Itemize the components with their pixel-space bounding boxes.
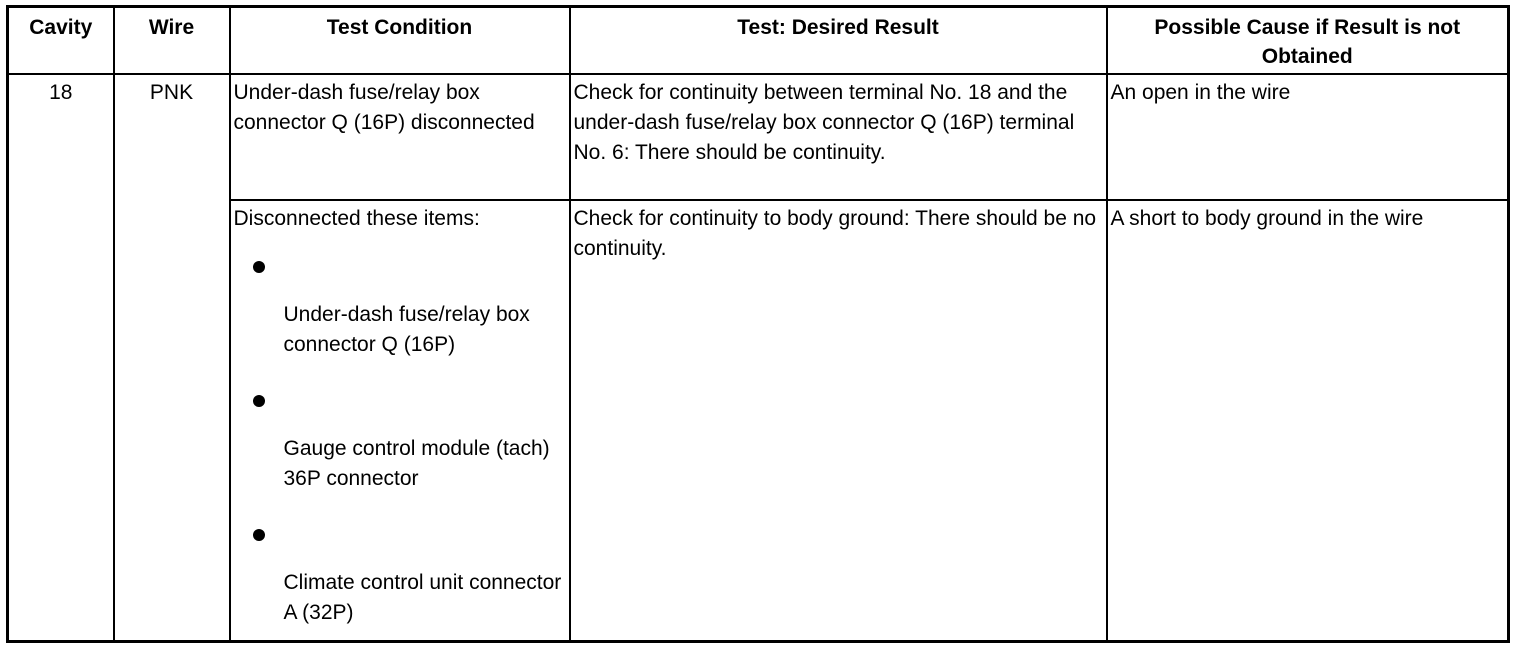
- bullet-icon: [253, 395, 265, 407]
- condition-cell: Under-dash fuse/relay box connector Q (16P) disconnected: [230, 74, 570, 200]
- header-desired-result: Test: Desired Result: [570, 7, 1107, 75]
- bullet-icon: [253, 261, 265, 273]
- header-test-condition: Test Condition: [230, 7, 570, 75]
- cause-cell: A short to body ground in the wire: [1107, 200, 1509, 641]
- result-cell: Check for continuity to body ground: There should be no continuity.: [570, 200, 1107, 641]
- cavity-cell: 18: [8, 74, 114, 641]
- bullet-icon: [253, 529, 265, 541]
- list-item-text: Gauge control module (tach) 36P connector: [283, 437, 550, 490]
- header-wire: Wire: [114, 7, 230, 75]
- cause-cell: An open in the wire: [1107, 74, 1509, 200]
- list-item: [234, 234, 566, 360]
- diagnostic-table: [6, 5, 1510, 643]
- condition-intro: Disconnected these items:: [233, 207, 480, 230]
- list-item-text: Under-dash fuse/relay box connector Q (16P): [283, 303, 530, 356]
- condition-cell: [230, 200, 570, 641]
- list-item-text: Climate control unit connector A (32P): [283, 571, 562, 624]
- list-item: [234, 502, 566, 628]
- result-cell: Check for continuity between terminal No. 18 and the under-dash fuse/relay box connector Q (16P) terminal No. 6: There should be continuity.: [570, 74, 1107, 200]
- table-row: [8, 74, 1509, 200]
- wire-cell: PNK: [114, 74, 230, 641]
- header-cavity: Cavity: [8, 7, 114, 75]
- list-item: [234, 368, 566, 494]
- diagnostic-table-container: [6, 5, 1510, 643]
- table-row: [8, 200, 1509, 641]
- header-possible-cause: Possible Cause if Result is not Obtained: [1107, 7, 1509, 75]
- header-row: [8, 7, 1509, 75]
- condition-list: [234, 234, 566, 628]
